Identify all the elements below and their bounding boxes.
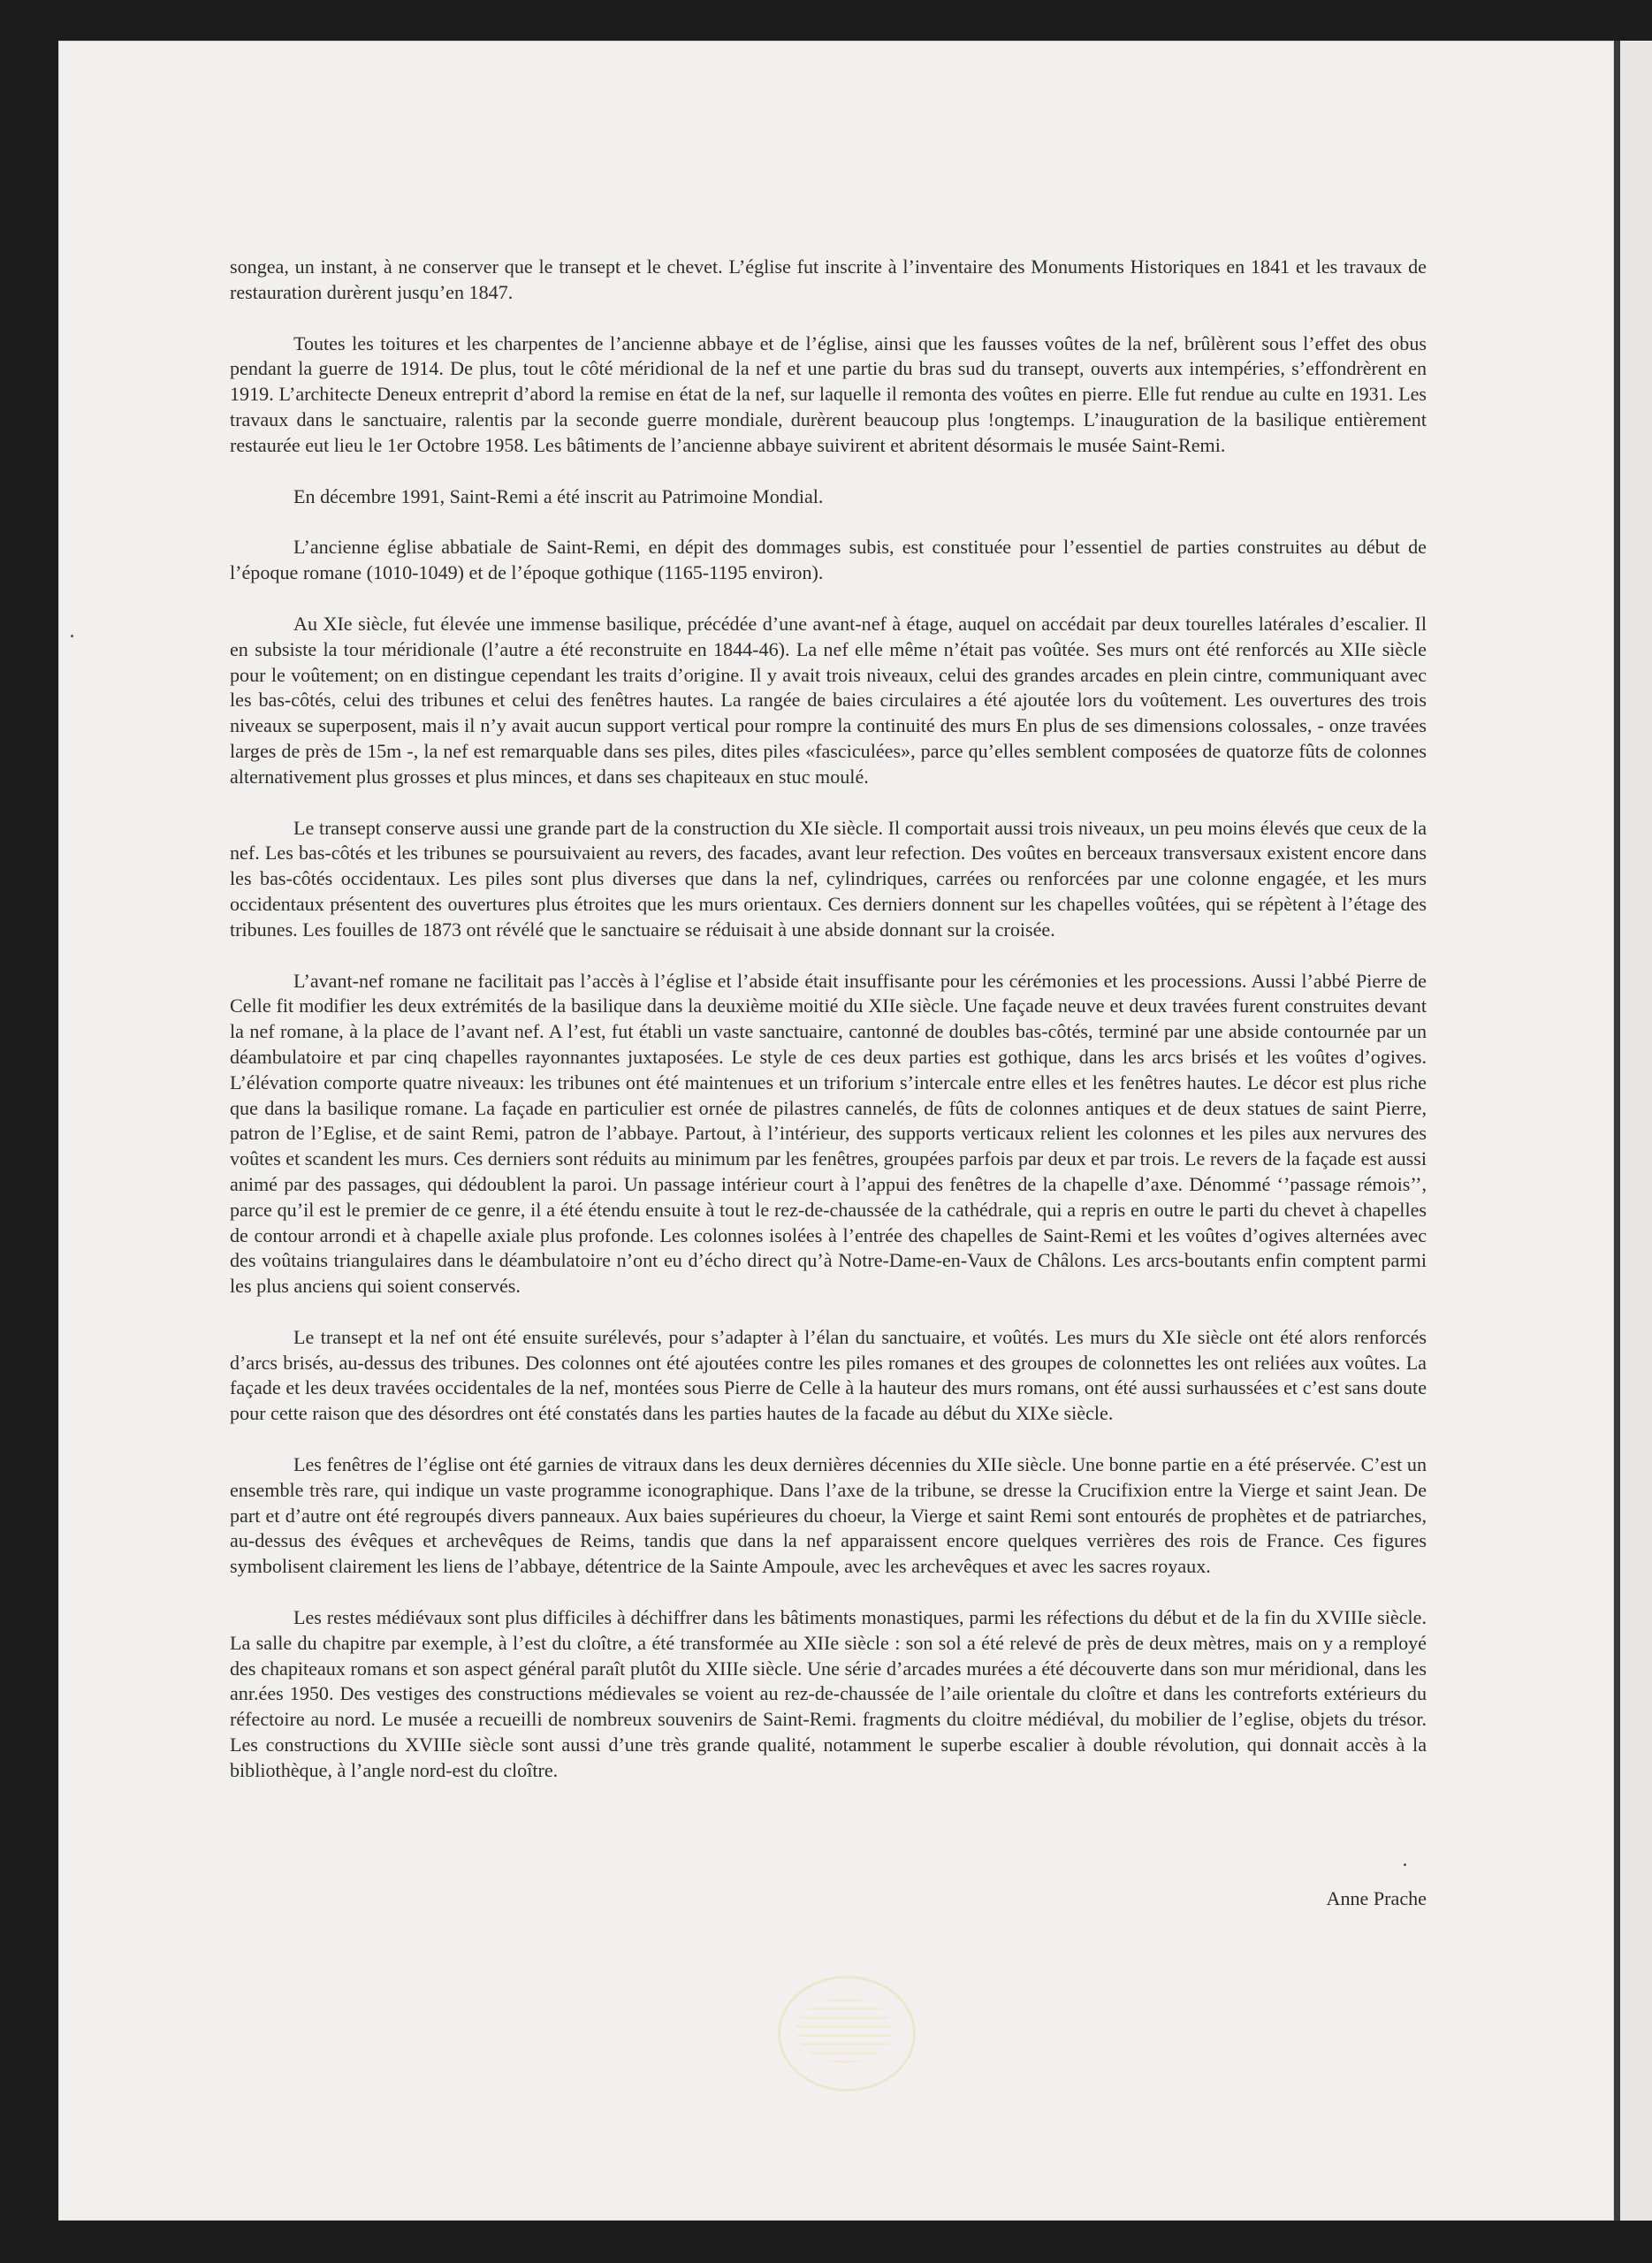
author-signature: Anne Prache	[1326, 1887, 1427, 1909]
paragraph: Au XIe siècle, fut élevée une immense basilique, précédée d’une avant-nef à étage, auquel on accédait par deux tourelles latérales d’escalier. Il en subsiste la tour méridionale (l’autre a été reconstruite en 1844-46). La nef elle même n’était pas voûtée. Ses murs ont été renforcés au XIIe siècle pour le voûtement; on en distingue cependant les traits d’origine. Il y avait trois niveaux, celui des grandes arcades en plein cintre, communiquant avec les bas-côtés, celui des tribunes et celui des fenêtres hautes. La rangée de baies circulaires a été ajoutée lors du voûtement. Les ouvertures des trois niveaux se superposent, mais il n’y avait aucun support vertical pour rompre la continuité des murs En plus de ses dimensions colossales, - onze travées larges de près de 15m -, la nef est remarquable dans ses piles, dites piles «fasciculées», parce qu’elles semblent composées de quatorze fûts de colonnes alternativement plus grosses et plus minces, et dans ses chapiteaux en stuc moulé.	[230, 612, 1427, 788]
paragraph: Les restes médiévaux sont plus difficiles à déchiffrer dans les bâtiments monastiques, parmi les réfections du début et de la fin du XVIIIe siècle. La salle du chapitre par exemple, à l’est du cloître, a été transformée au XIIe siècle : son sol a été relevé de près de deux mètres, mais on y a remployé des chapiteaux romans et son aspect général paraît plutôt du XIIIe siècle. Une série d’arcades murées a été découverte dans son mur méridional, dans les anr.ées 1950. Des vestiges des constructions médievales se voient au rez-de-chaussée de l’aile orientale du cloître et dans les contreforts extérieurs du réfectoire au nord. Le musée a recueilli de nombreux souvenirs de Saint-Remi. fragments du cloitre médiéval, du mobilier de l’eglise, objets du trésor. Les constructions du XVIIIe siècle sont aussi d’une très grande qualité, notamment le superbe escalier à double révolution, qui donnait accès à la bibliothèque, à l’angle nord-est du cloître.	[230, 1606, 1427, 1781]
paragraph: songea, un instant, à ne conserver que le transept et le chevet. L’église fut inscrite à l’inventaire des Monuments Historiques en 1841 et les travaux de restauration durèrent jusqu’en 1847.	[230, 255, 1427, 303]
library-stamp	[778, 1976, 916, 2092]
paragraph: Le transept et la nef ont été ensuite surélevés, pour s’adapter à l’élan du sanctuaire, et voûtés. Les murs du XIe siècle ont été alors renforcés d’arcs brisés, au-dessus des tribunes. Des colonnes ont été ajoutées contre les piles romanes et des groupes de colonnettes les ont reliées aux voûtes. La façade et les deux travées occidentales de la nef, montées sous Pierre de Celle à la hauteur des murs romans, ont été aussi surhaussées et c’est sans doute pour cette raison que des désordres ont été constatés dans les parties hautes de la facade au début du XIXe siècle.	[230, 1325, 1427, 1425]
stamp-text-block	[796, 1998, 892, 2063]
paragraph: Les fenêtres de l’église ont été garnies de vitraux dans les deux dernières décennies du XIIe siècle. Une bonne partie en a été préservée. C’est un ensemble très rare, qui indique un vaste programme iconographique. Dans l’axe de la tribune, se dresse la Crucifixion entre la Vierge et saint Jean. De part et d’autre ont été regroupés divers panneaux. Aux baies supérieures du choeur, la Vierge et saint Remi sont entourés de prophètes et de patriarches, au-dessus des évêques et archevêques de Reims, tandis que dans la nef apparaissent encore quelques verrières des rois de France. Ces figures symbolisent clairement les liens de l’abbaye, détentrice de la Sainte Ampoule, avec les archevêques et avec les sacres royaux.	[230, 1453, 1427, 1578]
paragraph: Toutes les toitures et les charpentes de l’ancienne abbaye et de l’église, ainsi que les fausses voûtes de la nef, brûlèrent sous l’effet des obus pendant la guerre de 1914. De plus, tout le côté méridional de la nef et une partie du bras sud du transept, ouverts aux intempéries, s’effondrèrent en 1919. L’architecte Deneux entreprit d’abord la remise en état de la nef, sur laquelle il remonta des voûtes en pierre. Elle fut rendue au culte en 1931. Les travaux dans le sanctuaire, ralentis par la seconde guerre mondiale, durèrent beaucoup plus !ongtemps. L’inauguration de la basilique entièrement restaurée eut lieu le 1er Octobre 1958. Les bâtiments de l’ancienne abbaye suivirent et abritent désormais le musée Saint-Remi.	[230, 331, 1427, 456]
article-body	[230, 255, 1427, 1810]
speck	[71, 635, 73, 637]
speck	[1404, 1863, 1406, 1866]
paragraph: L’ancienne église abbatiale de Saint-Remi, en dépit des dommages subis, est constituée pour l’essentiel de parties construites au début de l’époque romane (1010-1049) et de l’époque gothique (1165-1195 environ).	[230, 536, 1427, 584]
paragraph: En décembre 1991, Saint-Remi a été inscrit au Patrimoine Mondial.	[293, 484, 824, 507]
paragraph: Le transept conserve aussi une grande part de la construction du XIe siècle. Il comportait aussi trois niveaux, un peu moins élevés que ceux de la nef. Les bas-côtés et les tribunes se poursuivaient au revers, des facades, avant leur refection. Des voûtes en berceaux transversaux existent encore dans les bas-côtés occidentaux. Les piles sont plus diverses que dans la nef, cylindriques, carrées ou renforcées par une colonne engagée, et les murs occidentaux présentent des ouvertures plus étroites que les murs orientaux. Ces derniers donnent sur les chapelles voûtées, qui se répètent à l’étage des tribunes. Les fouilles de 1873 ont révélé que le sanctuaire se réduisait à une abside donnant sur la croisée.	[230, 816, 1427, 941]
paragraph: L’avant-nef romane ne facilitait pas l’accès à l’église et l’abside était insuffisante pour les cérémonies et les processions. Aussi l’abbé Pierre de Celle fit modifier les deux extrémités de la basilique dans la deuxième moitié du XIIe siècle. Une façade neuve et deux travées furent construites devant la nef romane, à la place de l’avant nef. A l’est, fut établi un vaste sanctuaire, cantonné de doubles bas-côtés, terminé par une abside contournée par un déambulatoire et par cinq chapelles rayonnantes juxtaposées. Le style de ces deux parties est gothique, dans les arcs brisés et les voûtes d’ogives. L’élévation comporte quatre niveaux: les tribunes ont été maintenues et un triforium s’intercale entre elles et les fenêtres hautes. Le décor est plus riche que dans la basilique romane. La façade en particulier est ornée de pilastres cannelés, de fûts de colonnes antiques et de deux statues de saint Pierre, patron de l’Eglise, et de saint Remi, patron de l’abbaye. Partout, à l’intérieur, des supports verticaux relient les colonnes et les piles aux nervures des voûtes et scandent les murs. Ces derniers sont réduits au minimum par les fenêtres, groupées parfois par deux et par trois. Le revers de la façade est aussi animé par des passages, qui dédoublent la paroi. Un passage intérieur court à l’appui des fenêtres de la chapelle d’axe. Dénommé ‘’passage rémois’’, parce qu’il est le premier de ce genre, il a été étendu ensuite à tout le rez-de-chaussée de la cathédrale, qui a repris en outre le parti du chevet à chapelles de contour arrondi et à chapelle axiale plus profonde. Les colonnes isolées à l’entrée des chapelles de Saint-Remi et les voûtes d’ogives alternées avec des voûtains triangulaires dans le déambulatoire n’ont eu d’écho direct qu’à Notre-Dame-en-Vaux de Châlons. Les arcs-boutants enfin comptent parmi les plus anciens qui soient conservés.	[230, 969, 1427, 1298]
adjacent-page-strip	[1620, 41, 1652, 2221]
page-edge	[1614, 41, 1620, 2221]
